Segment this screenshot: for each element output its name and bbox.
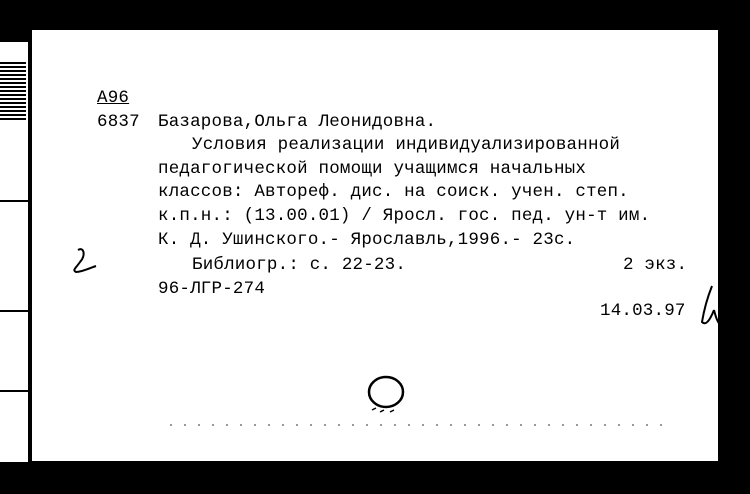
punch-hole bbox=[364, 372, 408, 416]
registration-number: 96-ЛГР-274 bbox=[158, 279, 266, 299]
title-line: педагогической помощи учащимся начальных bbox=[158, 159, 587, 179]
copies-count: 2 экз. bbox=[623, 255, 688, 275]
bibliography: Библиогр.: с. 22-23. bbox=[192, 255, 407, 275]
title-line: Условия реализации индивидуализированной bbox=[192, 135, 621, 155]
call-number: А96 bbox=[97, 88, 130, 108]
record-number: 6837 bbox=[97, 112, 140, 132]
handwritten-mark bbox=[64, 246, 104, 278]
title-line: классов: Автореф. дис. на соиск. учен. степ. bbox=[158, 182, 629, 202]
title-line: к.п.н.: (13.00.01) / Яросл. гос. пед. ун-т им. bbox=[158, 206, 651, 226]
scan-edge-mark bbox=[0, 200, 30, 202]
handwritten-initial bbox=[696, 282, 726, 332]
scan-edge-mark bbox=[0, 390, 30, 392]
scan-left-edge bbox=[0, 0, 32, 494]
scan-dots bbox=[170, 424, 670, 426]
title-line: К. Д. Ушинского.- Ярославль,1996.- 23с. bbox=[158, 230, 576, 250]
date-stamp: 14.03.97 bbox=[600, 301, 686, 321]
scan-edge-mark bbox=[0, 310, 30, 312]
scan-edge-noise bbox=[0, 60, 26, 120]
author: Базарова,Ольга Леонидовна. bbox=[158, 112, 437, 132]
